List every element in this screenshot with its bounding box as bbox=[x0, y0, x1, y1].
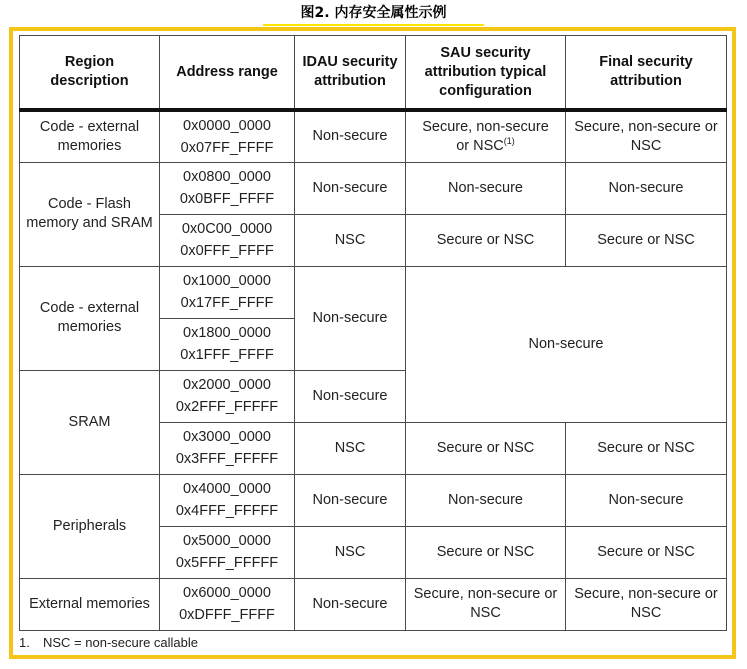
address-end: 0x1FFF_FFFF bbox=[180, 347, 274, 363]
header-sau: SAU security attribution typical configuration bbox=[406, 36, 566, 111]
address-cell bbox=[160, 578, 295, 630]
sau-cell: Secure, non-secure or NSC bbox=[406, 578, 566, 630]
table-row bbox=[20, 266, 727, 318]
figure-frame bbox=[9, 27, 736, 659]
idau-cell: Non-secure bbox=[295, 110, 406, 162]
idau-cell: Non-secure bbox=[295, 474, 406, 526]
footnote-reference: (1) bbox=[503, 135, 515, 146]
sau-line-2 bbox=[410, 137, 561, 156]
idau-cell: Non-secure bbox=[295, 162, 406, 214]
sau-cell: Secure or NSC bbox=[406, 422, 566, 474]
address-cell bbox=[160, 162, 295, 214]
sau-cell: Secure or NSC bbox=[406, 526, 566, 578]
sau-line-1: Secure, non-secure bbox=[422, 118, 549, 135]
address-cell bbox=[160, 214, 295, 266]
final-cell: Secure, non-secure or NSC bbox=[566, 110, 727, 162]
address-start: 0x5000_0000 bbox=[183, 533, 271, 549]
address-start: 0x1000_0000 bbox=[183, 273, 271, 289]
address-start: 0x6000_0000 bbox=[183, 585, 271, 601]
address-start: 0x2000_0000 bbox=[183, 377, 271, 393]
table-row bbox=[20, 162, 727, 214]
sau-cell: Non-secure bbox=[406, 474, 566, 526]
address-start: 0x0000_0000 bbox=[183, 117, 271, 134]
region-cell: SRAM bbox=[20, 370, 160, 474]
region-cell: Code - external memories bbox=[20, 266, 160, 370]
address-cell bbox=[160, 370, 295, 422]
header-final: Final security attribution bbox=[566, 36, 727, 111]
address-cell bbox=[160, 422, 295, 474]
region-cell: Peripherals bbox=[20, 474, 160, 578]
address-end: 0x0FFF_FFFF bbox=[180, 243, 274, 259]
address-end: 0xDFFF_FFFF bbox=[179, 607, 275, 623]
footnote-text: NSC = non-secure callable bbox=[43, 635, 198, 650]
idau-cell: Non-secure bbox=[295, 370, 406, 422]
address-end: 0x07FF_FFFF bbox=[180, 139, 274, 156]
address-start: 0x3000_0000 bbox=[183, 429, 271, 445]
address-end: 0x5FFF_FFFFF bbox=[175, 555, 279, 571]
sau-cell: Secure or NSC bbox=[406, 214, 566, 266]
figure-caption-wrap bbox=[0, 0, 747, 27]
table-header-row bbox=[20, 36, 727, 111]
header-region: Region description bbox=[20, 36, 160, 111]
address-cell bbox=[160, 110, 295, 162]
header-address-range: Address range bbox=[160, 36, 295, 111]
address-end: 0x3FFF_FFFFF bbox=[175, 451, 279, 467]
sau-cell: Non-secure bbox=[406, 162, 566, 214]
sau-line-2-text: or NSC bbox=[456, 137, 504, 154]
address-end: 0x17FF_FFFF bbox=[180, 295, 274, 311]
idau-cell: NSC bbox=[295, 214, 406, 266]
address-cell bbox=[160, 266, 295, 318]
sau-cell bbox=[406, 110, 566, 162]
address-start: 0x4000_0000 bbox=[183, 481, 271, 497]
region-cell: External memories bbox=[20, 578, 160, 630]
final-cell: Secure, non-secure or NSC bbox=[566, 578, 727, 630]
final-cell: Non-secure bbox=[566, 474, 727, 526]
table-row bbox=[20, 474, 727, 526]
idau-cell: NSC bbox=[295, 422, 406, 474]
sau-final-merged-cell: Non-secure bbox=[406, 266, 727, 422]
region-cell: Code - Flash memory and SRAM bbox=[20, 162, 160, 266]
address-cell bbox=[160, 318, 295, 370]
table-row bbox=[20, 578, 727, 630]
address-end: 0x0BFF_FFFF bbox=[179, 191, 275, 207]
final-cell: Non-secure bbox=[566, 162, 727, 214]
final-cell: Secure or NSC bbox=[566, 526, 727, 578]
address-start: 0x0800_0000 bbox=[183, 169, 271, 185]
figure-caption: 图2. 内存安全属性示例 bbox=[263, 4, 485, 26]
address-end: 0x2FFF_FFFFF bbox=[175, 399, 279, 415]
idau-cell: NSC bbox=[295, 526, 406, 578]
idau-cell: Non-secure bbox=[295, 266, 406, 370]
idau-cell: Non-secure bbox=[295, 578, 406, 630]
address-start: 0x1800_0000 bbox=[183, 325, 271, 341]
final-cell: Secure or NSC bbox=[566, 214, 727, 266]
footnote-number: 1. bbox=[19, 635, 30, 650]
address-cell bbox=[160, 526, 295, 578]
address-end: 0x4FFF_FFFFF bbox=[175, 503, 279, 519]
address-start: 0x0C00_0000 bbox=[181, 221, 273, 237]
table-footnote bbox=[19, 635, 198, 651]
region-cell: Code - external memories bbox=[20, 110, 160, 162]
header-idau: IDAU security attribution bbox=[295, 36, 406, 111]
address-cell bbox=[160, 474, 295, 526]
final-cell: Secure or NSC bbox=[566, 422, 727, 474]
table-row bbox=[20, 110, 727, 162]
memory-security-table bbox=[19, 35, 727, 631]
